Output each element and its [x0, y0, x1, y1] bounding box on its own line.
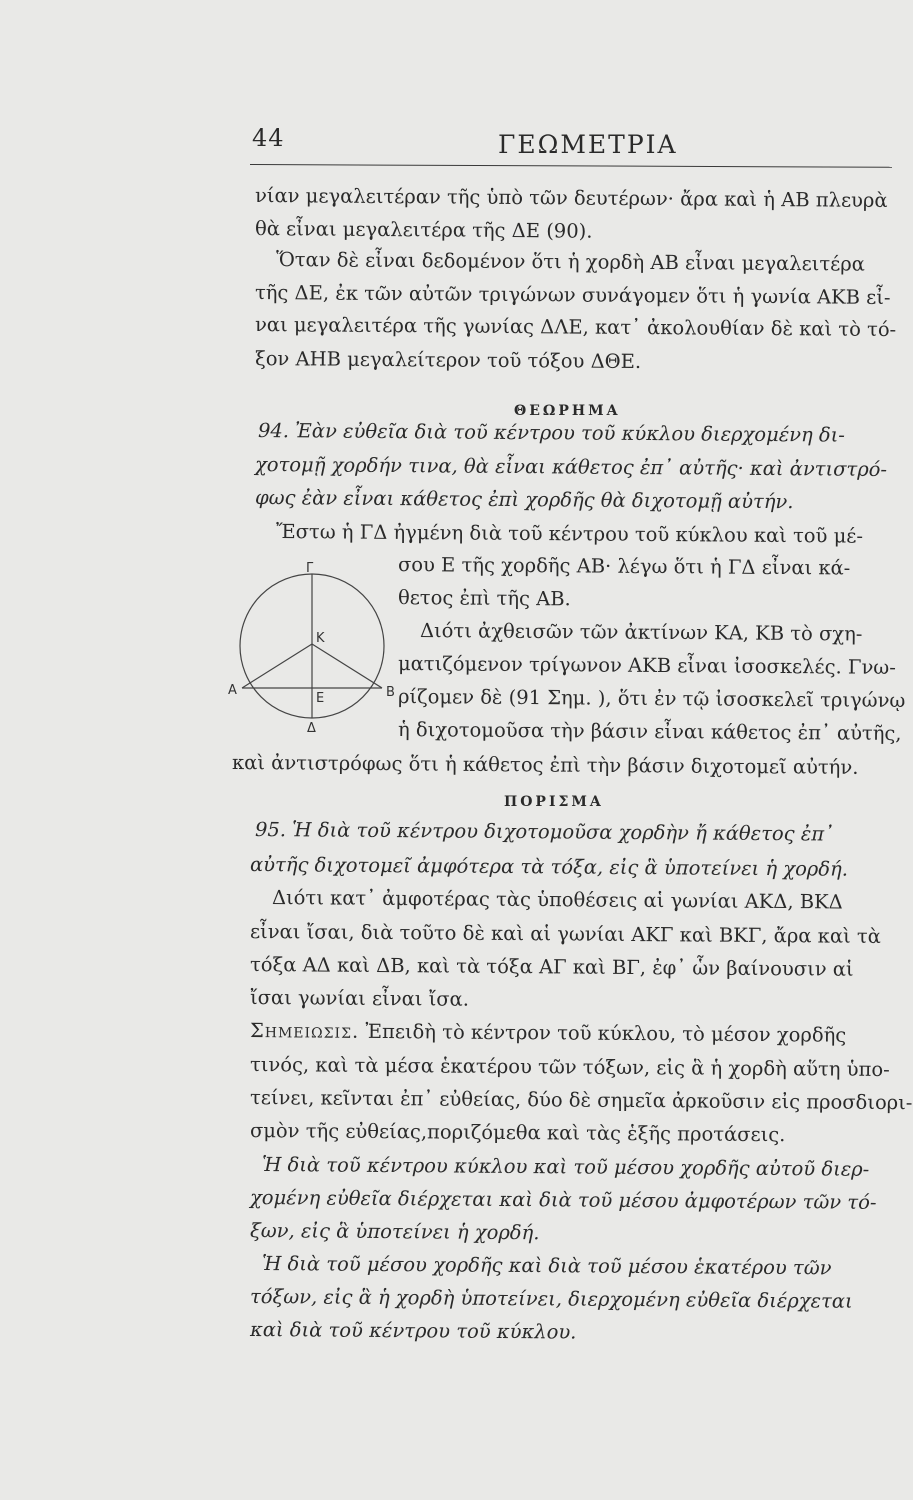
- header-rule: [250, 164, 892, 168]
- text-line: τόξα ΑΔ καὶ ΔΒ, καὶ τὰ τόξα ΑΓ καὶ ΒΓ, ἐφ᾽ ὧν βαίνουσιν αἱ: [249, 953, 854, 981]
- text-line: ναι μεγαλειτέρα τῆς γωνίας ΔΛΕ, κατ᾽ ἀκολουθίαν δὲ καὶ τὸ τό-: [254, 313, 897, 342]
- text-line: Διότι κατ᾽ ἀμφοτέρας τὰς ὑποθέσεις αἱ γωνίαι ΑΚΔ, ΒΚΔ: [271, 886, 843, 914]
- text-line: Ἡ διὰ τοῦ κέντρου κύκλου καὶ τοῦ μέσου χορδῆς αὐτοῦ διερ-: [261, 1153, 870, 1181]
- text-line: Ἔστω ἡ ΓΔ ἠγμένη διὰ τοῦ κέντρου τοῦ κύκλου καὶ τοῦ μέ-: [275, 520, 864, 548]
- text-line: 95. Ἡ διὰ τοῦ κέντρου διχοτομοῦσα χορδὴν ἤ κάθετος ἐπ᾽: [254, 818, 834, 846]
- theorem-heading: ΘΕΩΡΗΜΑ: [514, 403, 621, 419]
- text-line: Ἡ διὰ τοῦ μέσου χορδῆς καὶ διὰ τοῦ μέσου ἑκατέρου τῶν: [261, 1252, 832, 1280]
- text-line: ρίζομεν δὲ (91 Σημ. ), ὅτι ἐν τῷ ἰσοσκελεῖ τριγώνῳ: [397, 685, 906, 712]
- text-line: τινός, καὶ τὰ μέσα ἑκατέρου τῶν τόξων, εἰς ἃ ἡ χορδὴ αὕτη ὑπο-: [249, 1053, 890, 1082]
- text-line: σου Ε τῆς χορδῆς ΑΒ· λέγω ὅτι ἡ ΓΔ εἶναι κά-: [397, 553, 851, 580]
- text-line: ἴσαι γωνίαι εἶναι ἴσα.: [249, 986, 470, 1011]
- text-line: χομένη εὐθεῖα διέρχεται καὶ διὰ τοῦ μέσου ἀμφοτέρων τῶν τό-: [249, 1186, 877, 1214]
- label-e: Ε: [316, 691, 325, 706]
- text-line: σμὸν τῆς εὐθείας,ποριζόμεθα καὶ τὰς ἑξῆς προτάσεις.: [249, 1119, 786, 1147]
- corollary-heading: ΠΟΡΙΣΜΑ: [504, 794, 604, 810]
- text-line: φως ἐὰν εἶναι κάθετος ἐπὶ χορδῆς θὰ διχοτομῇ αὐτήν.: [254, 486, 794, 514]
- text-line: νίαν μεγαλειτέραν τῆς ὑπὸ τῶν δευτέρων· ἄρα καὶ ἡ ΑΒ πλευρὰ: [254, 184, 888, 212]
- remark-label: Σημειωσις.: [249, 1019, 360, 1043]
- text-line: ξων, εἰς ἃ ὑποτείνει ἡ χορδή.: [249, 1219, 540, 1245]
- radius-ka: [242, 644, 312, 688]
- text-line: ξον ΑΗΒ μεγαλείτερον τοῦ τόξου ΔΘΕ.: [254, 347, 642, 374]
- remark-text: Ἐπειδὴ τὸ κέντρον τοῦ κύκλου, τὸ μέσον χορδῆς: [359, 1019, 847, 1047]
- label-b: Β: [386, 685, 395, 700]
- text-line: θετος ἐπὶ τῆς ΑΒ.: [397, 586, 571, 611]
- text-line: ματιζόμενον τρίγωνον ΑΚΒ εἶναι ἰσοσκελές. Γνω-: [397, 652, 896, 679]
- label-a: Α: [228, 683, 237, 698]
- label-k: Κ: [316, 631, 325, 646]
- label-g: Γ: [306, 561, 314, 576]
- text-line: τείνει, κεῖνται ἐπ᾽ εὐθείας, δύο δὲ σημεῖα ἀρκοῦσιν εἰς προσδιορι-: [249, 1086, 913, 1115]
- text-line: θὰ εἶναι μεγαλειτέρα τῆς ΔΕ (90).: [254, 217, 593, 243]
- text-line: αὐτῆς διχοτομεῖ ἀμφότερα τὰ τόξα, εἰς ἃ ὑποτείνει ἡ χορδή.: [249, 853, 849, 881]
- text-line: τόξων, εἰς ἃ ἡ χορδὴ ὑποτείνει, διερχομένη εὐθεῖα διέρχεται: [249, 1285, 853, 1313]
- radius-kb: [312, 644, 382, 688]
- text-line: Διότι ἀχθεισῶν τῶν ἀκτίνων ΚΑ, ΚΒ τὸ σχη-: [419, 619, 863, 646]
- text-line: χοτομῇ χορδήν τινα, θὰ εἶναι κάθετος ἐπ᾽ αὐτῆς· καὶ ἀντιστρό-: [254, 453, 888, 481]
- figure-svg: [228, 561, 395, 736]
- text-line: εἶναι ἴσαι, διὰ τοῦτο δὲ καὶ αἱ γωνίαι ΑΚΓ καὶ ΒΚΓ, ἄρα καὶ τὰ: [249, 920, 881, 948]
- text-line: καὶ διὰ τοῦ κέντρου τοῦ κύκλου.: [249, 1318, 577, 1344]
- text-line: τῆς ΔΕ, ἐκ τῶν αὐτῶν τριγώνων συνάγομεν ὅτι ἡ γωνία ΑΚΒ εἶ-: [254, 281, 891, 309]
- label-d: Δ: [307, 721, 316, 736]
- remark-line: [250, 1021, 846, 1045]
- text-line: ἡ διχοτομοῦσα τὴν βάσιν εἶναι κάθετος ἐπ᾽ αὐτῆς,: [397, 718, 902, 745]
- running-title: ΓΕΩΜΕΤΡΙΑ: [498, 130, 678, 159]
- page-number: 44: [252, 124, 285, 152]
- circle-figure: [228, 561, 395, 736]
- text-line: 94. Ἐὰν εὐθεῖα διὰ τοῦ κέντρου τοῦ κύκλου διερχομένη δι-: [257, 419, 846, 447]
- text-line: καὶ ἀντιστρόφως ὅτι ἡ κάθετος ἐπὶ τὴν βάσιν διχοτομεῖ αὐτήν.: [231, 751, 859, 779]
- text-line: Ὅταν δὲ εἶναι δεδομένον ὅτι ἡ χορδὴ ΑΒ εἶναι μεγαλειτέρα: [275, 248, 865, 276]
